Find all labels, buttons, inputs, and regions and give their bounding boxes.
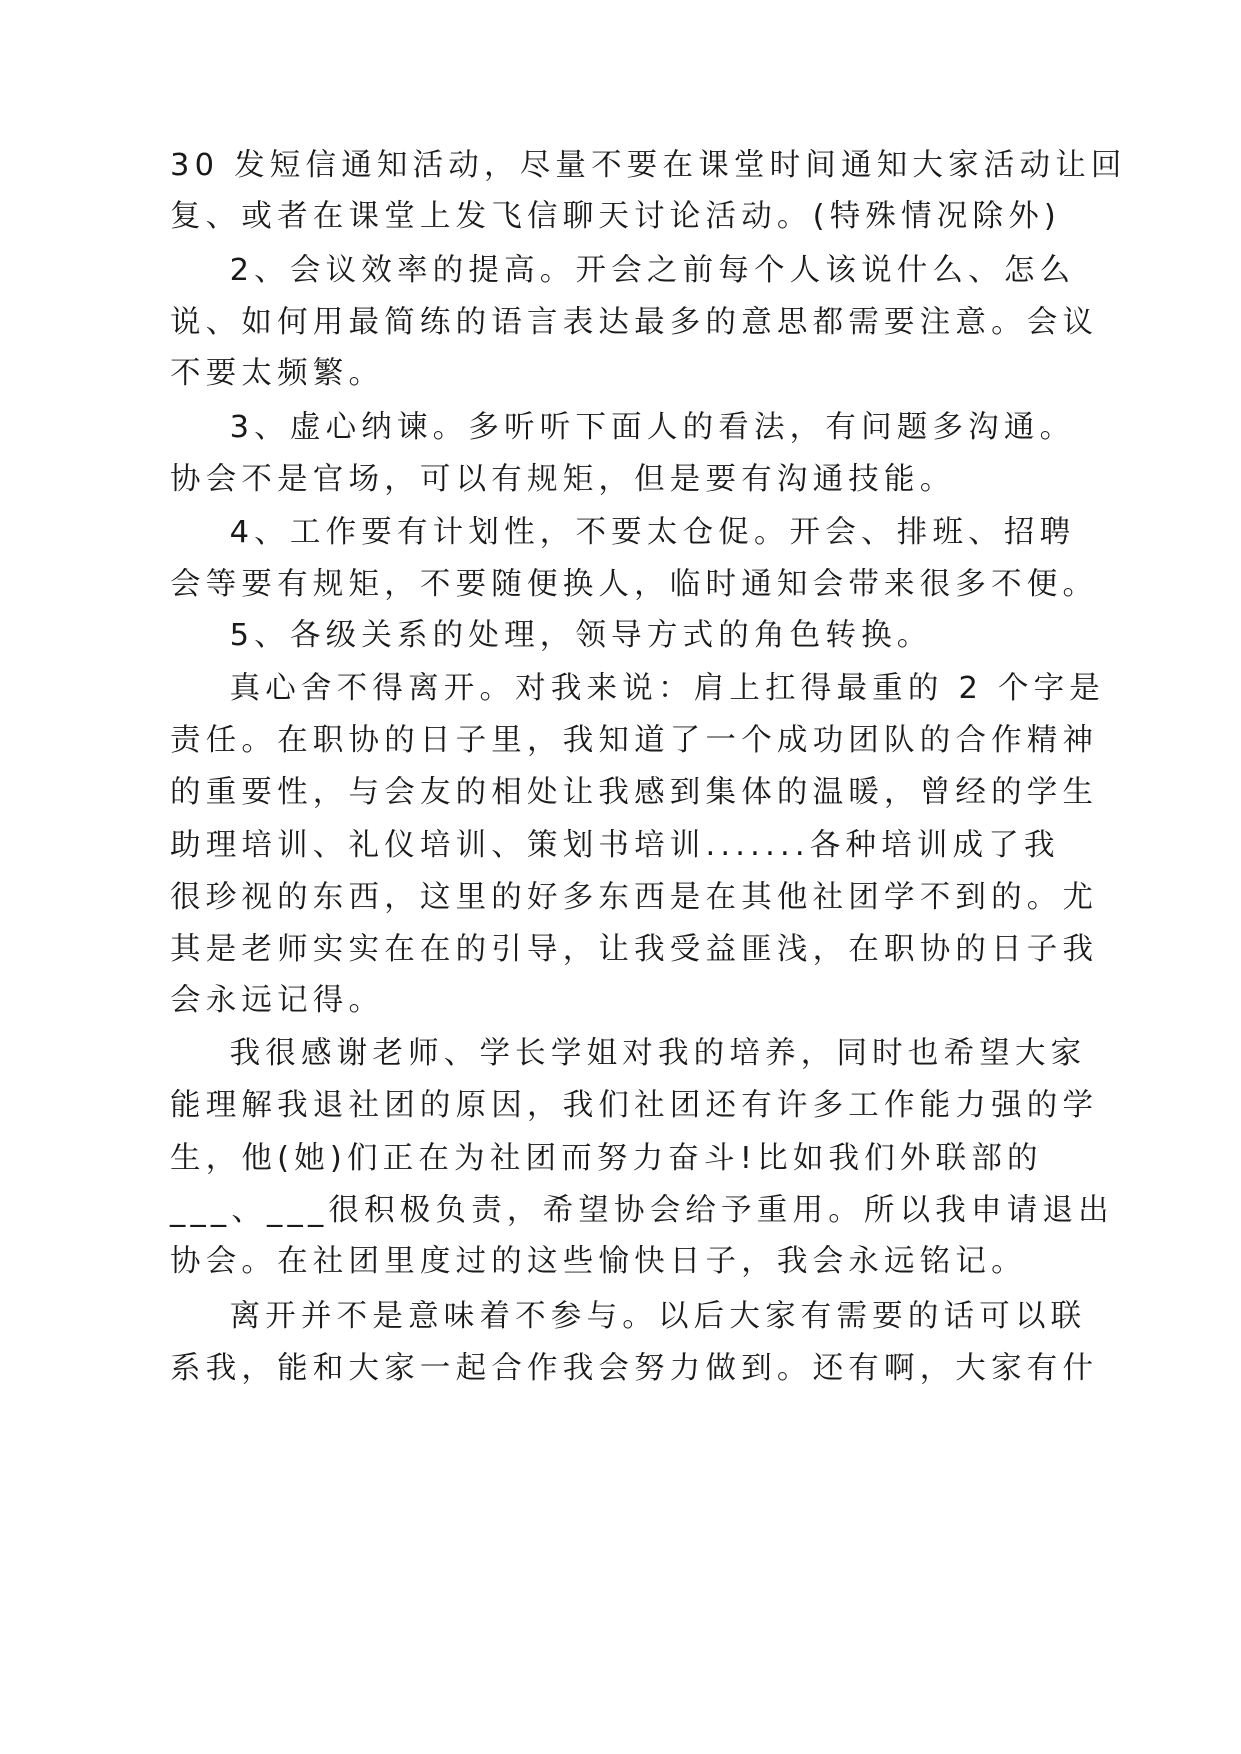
text-line: 很珍视的东西，这里的好多东西是在其他社团学不到的。尤 (170, 880, 1099, 915)
text-line: 4、工作要有计划性，不要太仓促。开会、排班、招聘 (170, 515, 1076, 550)
text-line: 协会不是官场，可以有规矩，但是要有沟通技能。 (170, 462, 956, 497)
text-line: 能理解我退社团的原因，我们社团还有许多工作能力强的学 (170, 1088, 1099, 1123)
text-line: 不要太频繁。 (170, 356, 385, 391)
text-line: ___、___很积极负责，希望协会给予重用。所以我申请退出 (170, 1193, 1114, 1228)
text-line: 协会。在社团里度过的这些愉快日子，我会永远铭记。 (170, 1244, 1027, 1279)
text-line: 5、各级关系的处理，领导方式的角色转换。 (170, 618, 933, 653)
text-line: 我很感谢老师、学长学姐对我的培养，同时也希望大家 (170, 1036, 1087, 1071)
text-line: 30 发短信通知活动，尽量不要在课堂时间通知大家活动让回 (170, 148, 1127, 183)
text-line: 会等要有规矩，不要随便换人，临时通知会带来很多不便。 (170, 567, 1099, 602)
text-line: 离开并不是意味着不参与。以后大家有需要的话可以联 (170, 1299, 1087, 1334)
text-line: 复、或者在课堂上发飞信聊天讨论活动。(特殊情况除外) (170, 199, 1061, 234)
text-line: 生，他(她)们正在为社团而努力奋斗!比如我们外联部的 (170, 1141, 1043, 1176)
text-line: 会永远记得。 (170, 983, 385, 1018)
text-line: 责任。在职协的日子里，我知道了一个成功团队的合作精神 (170, 723, 1099, 758)
text-line: 的重要性，与会友的相处让我感到集体的温暖，曾经的学生 (170, 775, 1099, 810)
text-line: 助理培训、礼仪培训、策划书培训.......各种培训成了我 (170, 828, 1060, 863)
text-line: 3、虚心纳谏。多听听下面人的看法，有问题多沟通。 (170, 410, 1076, 445)
text-line: 说、如何用最简练的语言表达最多的意思都需要注意。会议 (170, 305, 1099, 340)
text-line: 其是老师实实在在的引导，让我受益匪浅，在职协的日子我 (170, 932, 1099, 967)
text-line: 2、会议效率的提高。开会之前每个人该说什么、怎么 (170, 253, 1076, 288)
text-line: 真心舍不得离开。对我来说：肩上扛得最重的 2 个字是 (170, 671, 1106, 706)
text-line: 系我，能和大家一起合作我会努力做到。还有啊，大家有什 (170, 1351, 1099, 1386)
